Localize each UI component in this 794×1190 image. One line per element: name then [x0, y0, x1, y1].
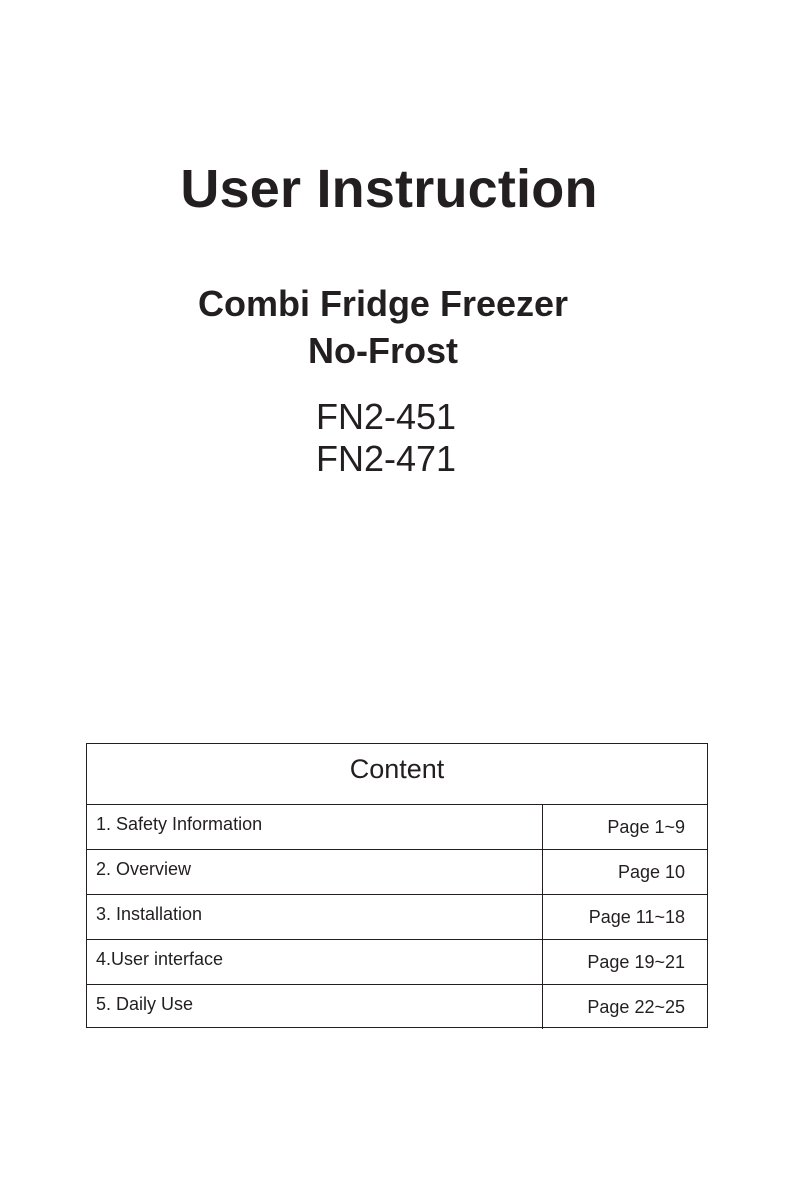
- product-type: Combi Fridge Freezer: [197, 283, 569, 324]
- contents-item-page: Page 22~25: [587, 997, 685, 1017]
- contents-table: [86, 743, 708, 1028]
- contents-item-label: 1. Safety Information: [87, 805, 543, 849]
- contents-row: [87, 850, 707, 895]
- contents-row: [87, 895, 707, 940]
- contents-item-page: Page 19~21: [587, 952, 685, 972]
- contents-row: [87, 940, 707, 985]
- contents-item-page: Page 1~9: [607, 817, 685, 837]
- contents-item-page: Page 10: [617, 862, 685, 882]
- contents-item-page: Page 11~18: [588, 907, 685, 927]
- contents-heading: Content: [87, 744, 707, 805]
- contents-item-label: 3. Installation: [87, 895, 543, 939]
- contents-item-label: 4.User interface: [87, 940, 543, 984]
- product-feature: No-Frost: [308, 330, 458, 371]
- document-title: User Instruction: [180, 159, 598, 219]
- contents-item-label: 2. Overview: [87, 850, 543, 894]
- contents-item-label: 5. Daily Use: [87, 985, 543, 1029]
- model-number: FN2-471: [315, 438, 457, 479]
- model-number: FN2-451: [315, 396, 457, 437]
- contents-row: [87, 805, 707, 850]
- contents-row: [87, 985, 707, 1029]
